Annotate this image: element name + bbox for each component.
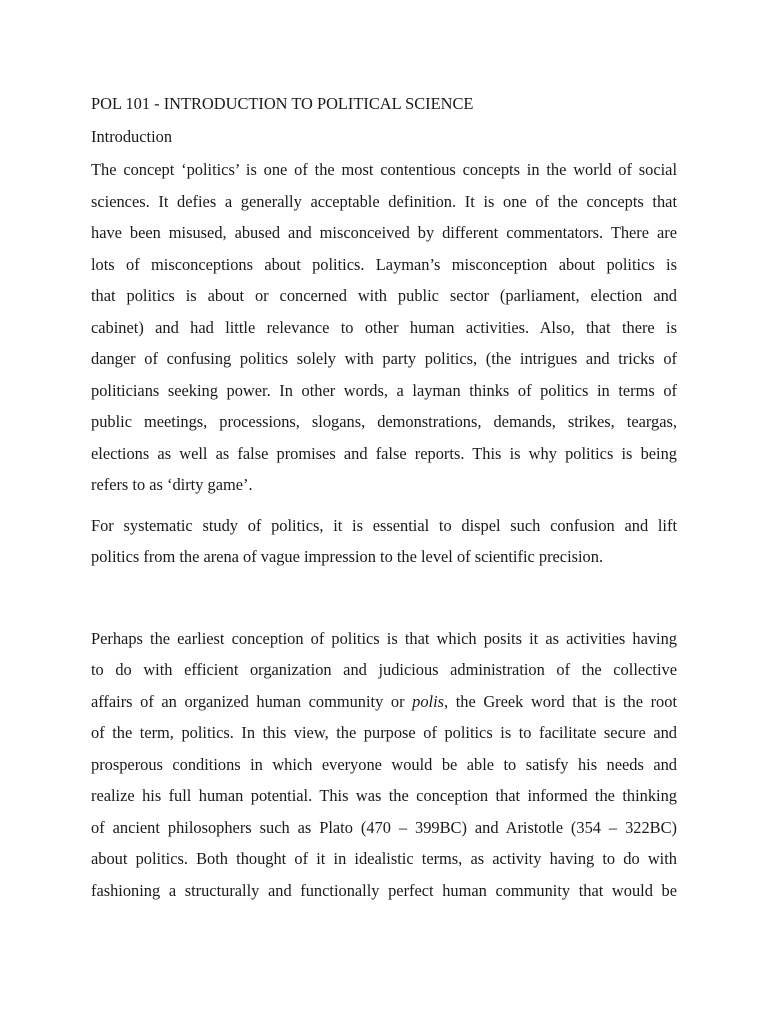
- italic-term-polis: polis: [412, 691, 445, 711]
- paragraph-line: cabinet) and had little relevance to other human activities. Also, that there is: [91, 317, 677, 337]
- paragraph-line: about politics. Both thought of it in idealistic terms, as activity having to do with: [91, 849, 677, 868]
- paragraph-line: elections as well as false promises and false reports. This is why politics is being: [91, 443, 677, 463]
- paragraph-3: [91, 627, 677, 911]
- paragraph-line: have been misused, abused and misconceived by different commentators. There are: [91, 223, 677, 242]
- paragraph-line: public meetings, processions, slogans, demonstrations, demands, strikes, teargas,: [91, 412, 677, 431]
- paragraph-line: sciences. It defies a generally acceptable definition. It is one of the concepts that: [91, 191, 677, 211]
- paragraph-spacer: [91, 505, 677, 514]
- paragraph-2: [91, 514, 677, 577]
- document-title: POL 101 - INTRODUCTION TO POLITICAL SCIENCE: [91, 94, 474, 113]
- document-body: [91, 92, 677, 910]
- paragraph-line: fashioning a structurally and functionally perfect human community that would be: [91, 880, 677, 900]
- paragraph-line: realize his full human potential. This was the conception that informed the thinking: [91, 786, 677, 805]
- paragraph-line: politicians seeking power. In other words, a layman thinks of politics in terms of: [91, 380, 677, 400]
- paragraph-line: to do with efficient organization and judicious administration of the collective: [91, 660, 677, 679]
- paragraph-1: [91, 158, 677, 505]
- paragraph-line: politics from the arena of vague impression to the level of scientific precision.: [91, 547, 604, 566]
- paragraph-text: , the Greek word that is the root: [444, 691, 677, 711]
- paragraph-line: prosperous conditions in which everyone would be able to satisfy his needs and: [91, 754, 677, 774]
- paragraph-line: For systematic study of politics, it is essential to dispel such confusion and lift: [91, 515, 677, 535]
- paragraph-text: affairs of an organized human community or: [91, 691, 413, 711]
- paragraph-spacer: [91, 577, 677, 627]
- paragraph-line: Perhaps the earliest conception of politics is that which posits it as activities having: [91, 628, 677, 648]
- paragraph-line: The concept ‘politics’ is one of the most contentious concepts in the world of social: [91, 160, 677, 179]
- paragraph-line: refers to as ‘dirty game’.: [91, 475, 253, 494]
- paragraph-line: danger of confusing politics solely with party politics, (the intrigues and tricks of: [91, 349, 677, 368]
- section-heading: Introduction: [91, 127, 173, 146]
- paragraph-line: of ancient philosophers such as Plato (470 – 399BC) and Aristotle (354 – 322BC): [91, 817, 677, 837]
- paragraph-line: lots of misconceptions about politics. Layman’s misconception about politics is: [91, 254, 677, 274]
- paragraph-line: [91, 690, 677, 722]
- paragraph-line: of the term, politics. In this view, the purpose of politics is to facilitate secure and: [91, 723, 677, 742]
- paragraph-line: that politics is about or concerned with public sector (parliament, election and: [91, 286, 677, 305]
